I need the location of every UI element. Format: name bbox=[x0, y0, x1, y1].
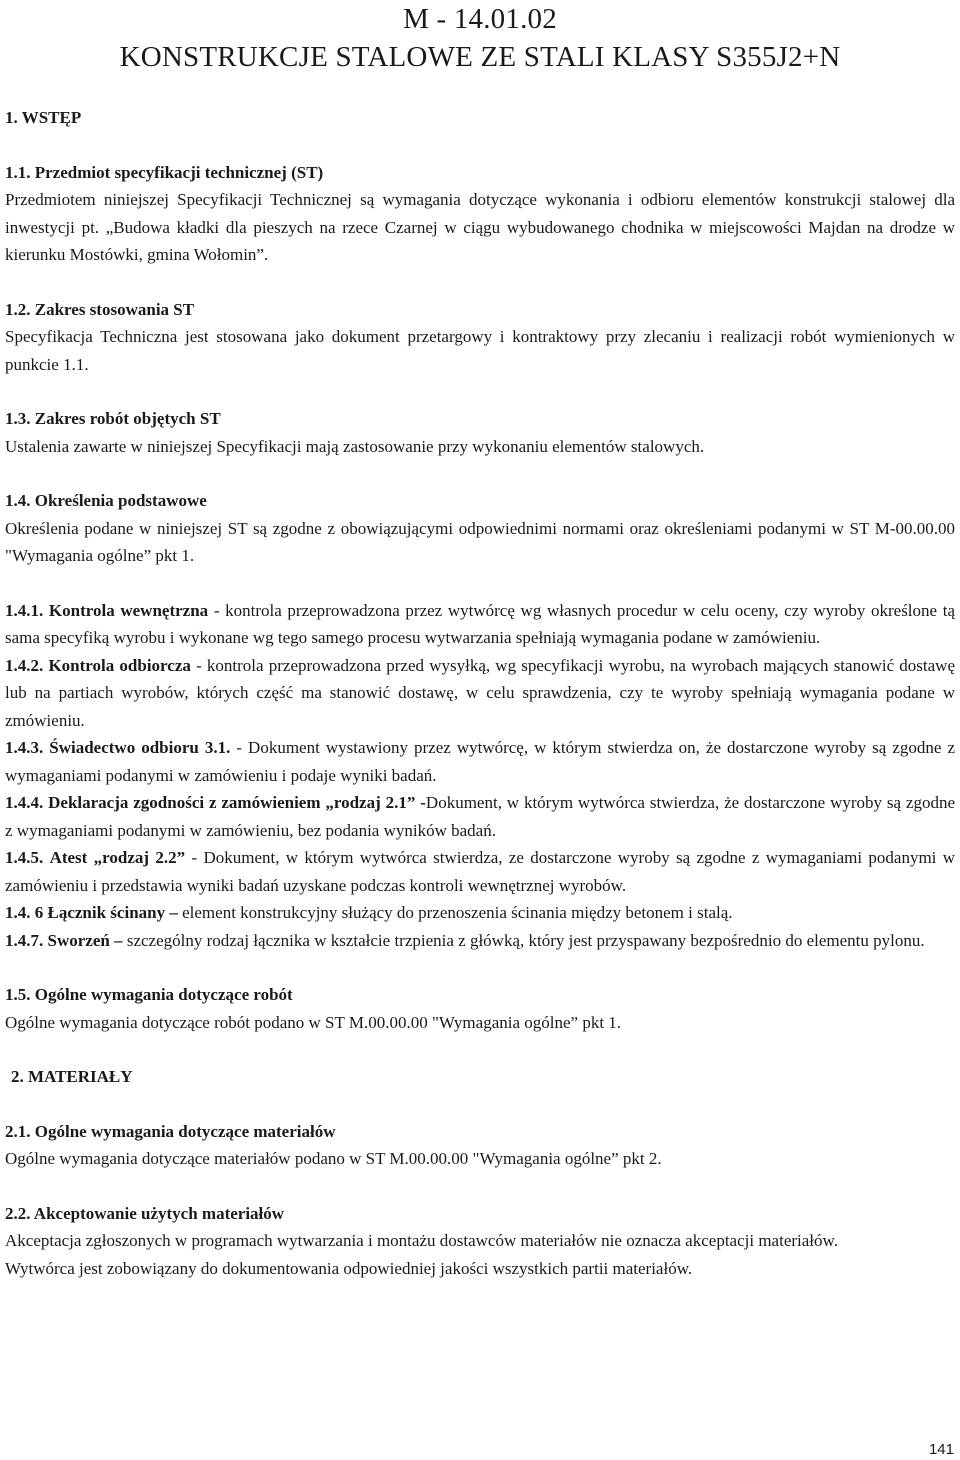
definition-number: 1.4.3. bbox=[5, 738, 44, 757]
definition-item bbox=[5, 844, 955, 899]
section-1-5-text: Ogólne wymagania dotyczące robót podano w ST M.00.00.00 "Wymagania ogólne” pkt 1. bbox=[5, 1012, 622, 1032]
definition-item bbox=[5, 789, 955, 844]
section-1-3-heading: 1.3. Zakres robót objętych ST bbox=[5, 409, 221, 428]
definition-number: 1.4. 6 bbox=[5, 903, 44, 922]
section-1-1-heading: 1.1. Przedmiot specyfikacji technicznej (ST) bbox=[5, 162, 324, 182]
definition-item bbox=[5, 734, 955, 789]
definition-term: Sworzeń – bbox=[47, 930, 123, 950]
definition-term: Kontrola odbiorcza bbox=[48, 655, 191, 675]
section-1-3-text: Ustalenia zawarte w niniejszej Specyfikacji mają zastosowanie przy wykonaniu elementów stalowych. bbox=[5, 436, 705, 456]
definition-text: - Dokument wystawiony przez wytwórcę, w którym stwierdza on, że dostarczone wyroby są zgodne z wymaganiami podanymi w zamówieniu i podaje wyniki badań. bbox=[5, 738, 956, 785]
definition-text: Dokument, w którym wytwórca stwierdza, że dostarczone wyroby są zgodne z wymaganiami podanymi w zamówieniu, bez podania wyników badań. bbox=[5, 793, 956, 840]
definition-number: 1.4.2. bbox=[5, 655, 44, 675]
section-2-1-text: Ogólne wymagania dotyczące materiałów podano w ST M.00.00.00 "Wymagania ogólne” pkt 2. bbox=[5, 1149, 662, 1168]
definition-text: - kontrola przeprowadzona przed wysyłką, wg specyfikacji wyrobu, na wyrobach mających stanowić dostawę lub na partiach wyrobów, których część ma stanowić dostawę, w celu sprawdzenia, czy te wyroby spełniają wymagania podane w zmówieniu. bbox=[5, 655, 956, 730]
section-2-2-text: Wytwórca jest zobowiązany do dokumentowania odpowiedniej jakości wszystkich partii materiałów. bbox=[5, 1258, 693, 1278]
document-page bbox=[5, 0, 955, 1282]
definition-term: Deklaracja zgodności z zamówieniem „rodzaj 2.1” - bbox=[48, 793, 426, 812]
definition-number: 1.4.7. bbox=[5, 930, 44, 950]
section-1-1-text: Przedmiotem niniejszej Specyfikacji Technicznej są wymagania dotyczące wykonania i odbioru elementów konstrukcji stalowej dla inwestycji pt. „Budowa kładki dla pieszych na rzece Czarnej w ciągu wybudowanego chodnika w miejscowości Majdan na drodze w kierunku Mostówki, gmina Wołomin”. bbox=[5, 190, 955, 264]
definition-number: 1.4.1. bbox=[5, 600, 44, 620]
section-1-5-heading: 1.5. Ogólne wymagania dotyczące robót bbox=[5, 985, 293, 1004]
definition-text: szczególny rodzaj łącznika w kształcie trzpienia z główką, który jest przyspawany bezpośrednio do elementu pylonu. bbox=[122, 930, 925, 950]
section-2-2-heading: 2.2. Akceptowanie użytych materiałów bbox=[5, 1203, 285, 1223]
definition-number: 1.4.5. bbox=[5, 848, 44, 867]
section-1-2-text: Specyfikacja Techniczna jest stosowana jako dokument przetargowy i kontraktowy przy zlecaniu i realizacji robót wymienionych w punkcie 1.1. bbox=[5, 327, 955, 374]
definition-item bbox=[5, 899, 955, 927]
definition-text: - Dokument, w którym wytwórca stwierdza, ze dostarczone wyroby są zgodne z wymaganiami podanymi w zamówieniu i przedstawia wyniki badań uzyskane podczas kontroli wewnętrznej wyrobów. bbox=[5, 848, 956, 895]
section-1-4-text: Określenia podane w niniejszej ST są zgodne z obowiązującymi odpowiednimi normami oraz określeniami podanymi w ST M-00.00.00 "Wymagania ogólne” pkt 1. bbox=[5, 518, 955, 565]
definition-number: 1.4.4. bbox=[5, 793, 44, 812]
definition-term: Kontrola wewnętrzna bbox=[48, 600, 209, 620]
definition-term: Atest „rodzaj 2.2” bbox=[49, 848, 186, 867]
section-1-heading: 1. WSTĘP bbox=[5, 108, 82, 127]
definition-item bbox=[5, 927, 955, 955]
definition-text: - kontrola przeprowadzona przez wytwórcę wg własnych procedur w celu oceny, czy wyroby określone tą sama specyfiką wyrobu i wykonane wg tego samego procesu wytwarzania spełniają wymagania podane w zamówieniu. bbox=[5, 600, 955, 647]
spec-code: M - 14.01.02 bbox=[403, 3, 557, 35]
definition-item bbox=[5, 652, 955, 735]
section-2-1-heading: 2.1. Ogólne wymagania dotyczące materiałów bbox=[5, 1121, 336, 1141]
section-1-4-heading: 1.4. Określenia podstawowe bbox=[5, 491, 207, 510]
definition-term: Świadectwo odbioru 3.1. bbox=[49, 738, 231, 757]
definition-text: element konstrukcyjny służący do przenoszenia ścinania między betonem i stalą. bbox=[177, 903, 733, 922]
definition-item bbox=[5, 597, 955, 652]
section-2-2-text: Akceptacja zgłoszonych w programach wytwarzania i montażu dostawców materiałów nie oznacza akceptacji materiałów. bbox=[5, 1231, 838, 1250]
definitions-list bbox=[5, 597, 955, 955]
section-2-heading: 2. MATERIAŁY bbox=[11, 1067, 133, 1086]
page-number: 141 bbox=[928, 1441, 954, 1458]
section-1-2-heading: 1.2. Zakres stosowania ST bbox=[5, 299, 195, 319]
spec-title: KONSTRUKCJE STALOWE ZE STALI KLASY S355J2+N bbox=[119, 41, 841, 73]
definition-term: Łącznik ścinany – bbox=[47, 903, 178, 922]
